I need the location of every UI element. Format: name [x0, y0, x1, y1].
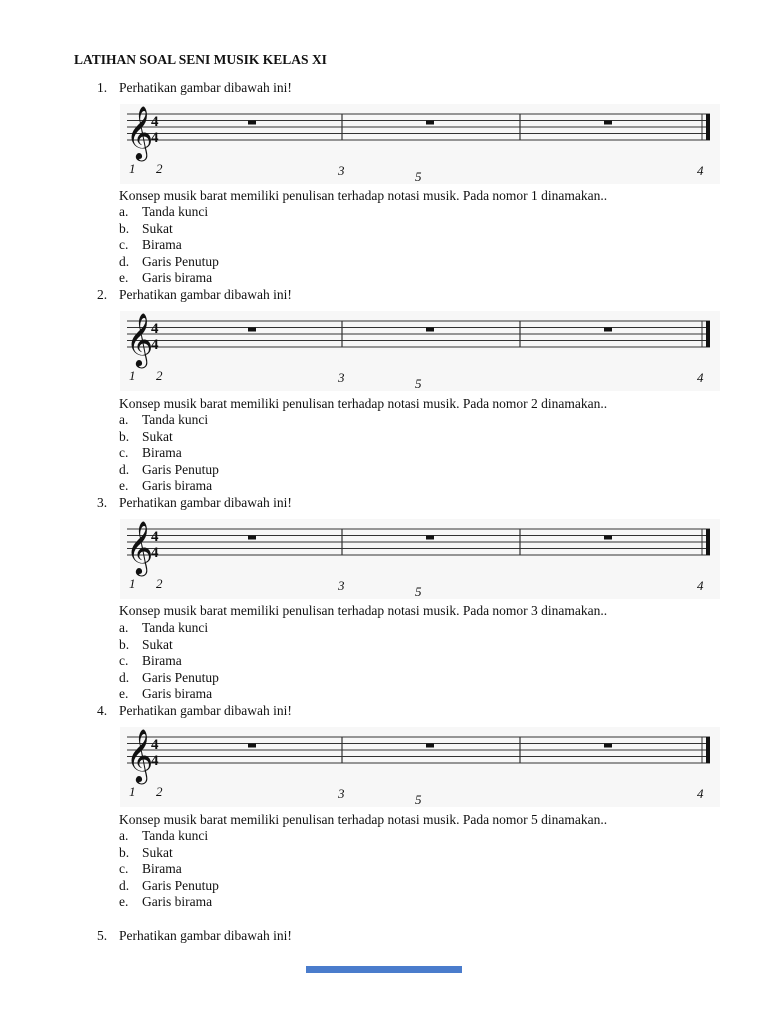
staff-number-label: 1: [129, 161, 136, 176]
time-signature-top: 4: [151, 737, 159, 753]
question-prompt: Perhatikan gambar dibawah ini!: [119, 287, 292, 302]
option-b: b. Sukat: [119, 428, 173, 444]
option-a: a. Tanda kunci: [119, 412, 209, 427]
option-b: b. Sukat: [119, 844, 173, 860]
staff-number-label: 2: [156, 368, 163, 383]
staff-number-label: 2: [156, 161, 163, 176]
option-d: d. Garis Penutup: [119, 461, 219, 477]
question-3-heading: [97, 495, 292, 511]
whole-rest: [248, 121, 256, 125]
treble-clef-icon: 𝄞: [126, 105, 154, 159]
option-a: a. Tanda kunci: [119, 828, 209, 843]
option-a: a. Tanda kunci: [119, 620, 209, 635]
treble-clef-icon: 𝄞: [126, 520, 154, 574]
option-b: b. Sukat: [119, 636, 173, 652]
whole-rest: [604, 121, 612, 125]
staff-number-label: 1: [129, 368, 136, 383]
staff-number-label: 5: [415, 584, 422, 599]
option-d: d. Garis Penutup: [119, 253, 219, 269]
whole-rest: [248, 744, 256, 748]
time-signature-top: 4: [151, 321, 159, 337]
question-3-stem: Konsep musik barat memiliki penulisan terhadap notasi musik. Pada nomor 3 dinamakan..: [119, 603, 608, 618]
staff-number-label: 3: [338, 578, 345, 593]
question-3-options: [119, 620, 219, 703]
staff-number-label: 3: [338, 163, 345, 178]
treble-clef-icon: 𝄞: [126, 312, 154, 366]
option-c: c. Birama: [119, 653, 182, 668]
option-a: a. Tanda kunci: [119, 204, 209, 219]
option-b: b. Sukat: [119, 220, 173, 236]
staff-number-label: 4: [697, 578, 704, 593]
music-staff-1: [120, 104, 720, 184]
question-number: 4.: [97, 703, 108, 718]
staff-number-label: 4: [697, 370, 704, 385]
time-signature-bottom: 4: [151, 130, 159, 146]
time-signature-bottom: 4: [151, 545, 159, 561]
staff-number-label: 4: [697, 163, 704, 178]
time-signature-top: 4: [151, 529, 159, 545]
whole-rest: [426, 328, 434, 332]
option-c: c. Birama: [119, 237, 182, 252]
question-5-heading: [97, 928, 292, 944]
music-staff-3: [120, 519, 720, 599]
question-2-options: [119, 412, 219, 495]
whole-rest: [604, 328, 612, 332]
time-signature-bottom: 4: [151, 753, 159, 769]
question-2-stem: Konsep musik barat memiliki penulisan terhadap notasi musik. Pada nomor 2 dinamakan..: [119, 396, 608, 411]
whole-rest: [248, 536, 256, 540]
staff-number-label: 2: [156, 784, 163, 799]
staff-number-label: 5: [415, 376, 422, 391]
question-2-heading: [97, 287, 292, 303]
final-bar-thick: [706, 529, 710, 555]
treble-clef-icon: 𝄞: [126, 728, 154, 782]
question-1-stem: Konsep musik barat memiliki penulisan terhadap notasi musik. Pada nomor 1 dinamakan..: [119, 188, 608, 203]
staff-number-label: 1: [129, 784, 136, 799]
whole-rest: [426, 536, 434, 540]
question-1-heading: [97, 80, 292, 96]
option-e: e. Garis birama: [119, 686, 213, 701]
final-bar-thick: [706, 737, 710, 763]
whole-rest: [248, 328, 256, 332]
page-progress-bar: [306, 966, 462, 973]
question-prompt: Perhatikan gambar dibawah ini!: [119, 495, 292, 510]
staff-number-label: 3: [338, 786, 345, 801]
music-staff-4: [120, 727, 720, 807]
question-number: 5.: [97, 928, 108, 943]
option-e: e. Garis birama: [119, 478, 213, 493]
question-number: 2.: [97, 287, 108, 302]
option-e: e. Garis birama: [119, 270, 213, 285]
music-staff-2: [120, 311, 720, 391]
question-4-stem: Konsep musik barat memiliki penulisan terhadap notasi musik. Pada nomor 5 dinamakan..: [119, 812, 608, 827]
whole-rest: [604, 744, 612, 748]
option-c: c. Birama: [119, 445, 182, 460]
question-prompt: Perhatikan gambar dibawah ini!: [119, 928, 292, 943]
option-d: d. Garis Penutup: [119, 669, 219, 685]
question-1-options: [119, 204, 219, 287]
time-signature-bottom: 4: [151, 337, 159, 353]
staff-number-label: 1: [129, 576, 136, 591]
staff-number-label: 5: [415, 792, 422, 807]
option-e: e. Garis birama: [119, 894, 213, 909]
page-title: LATIHAN SOAL SENI MUSIK KELAS XI: [74, 52, 327, 67]
whole-rest: [426, 744, 434, 748]
question-4-options: [119, 828, 219, 911]
whole-rest: [426, 121, 434, 125]
time-signature-top: 4: [151, 114, 159, 130]
question-prompt: Perhatikan gambar dibawah ini!: [119, 703, 292, 718]
staff-number-label: 5: [415, 169, 422, 184]
final-bar-thick: [706, 114, 710, 140]
question-prompt: Perhatikan gambar dibawah ini!: [119, 80, 292, 95]
final-bar-thick: [706, 321, 710, 347]
question-number: 1.: [97, 80, 108, 95]
option-d: d. Garis Penutup: [119, 877, 219, 893]
question-number: 3.: [97, 495, 108, 510]
option-c: c. Birama: [119, 861, 182, 876]
whole-rest: [604, 536, 612, 540]
staff-number-label: 2: [156, 576, 163, 591]
staff-number-label: 3: [338, 370, 345, 385]
question-4-heading: [97, 703, 292, 719]
staff-number-label: 4: [697, 786, 704, 801]
